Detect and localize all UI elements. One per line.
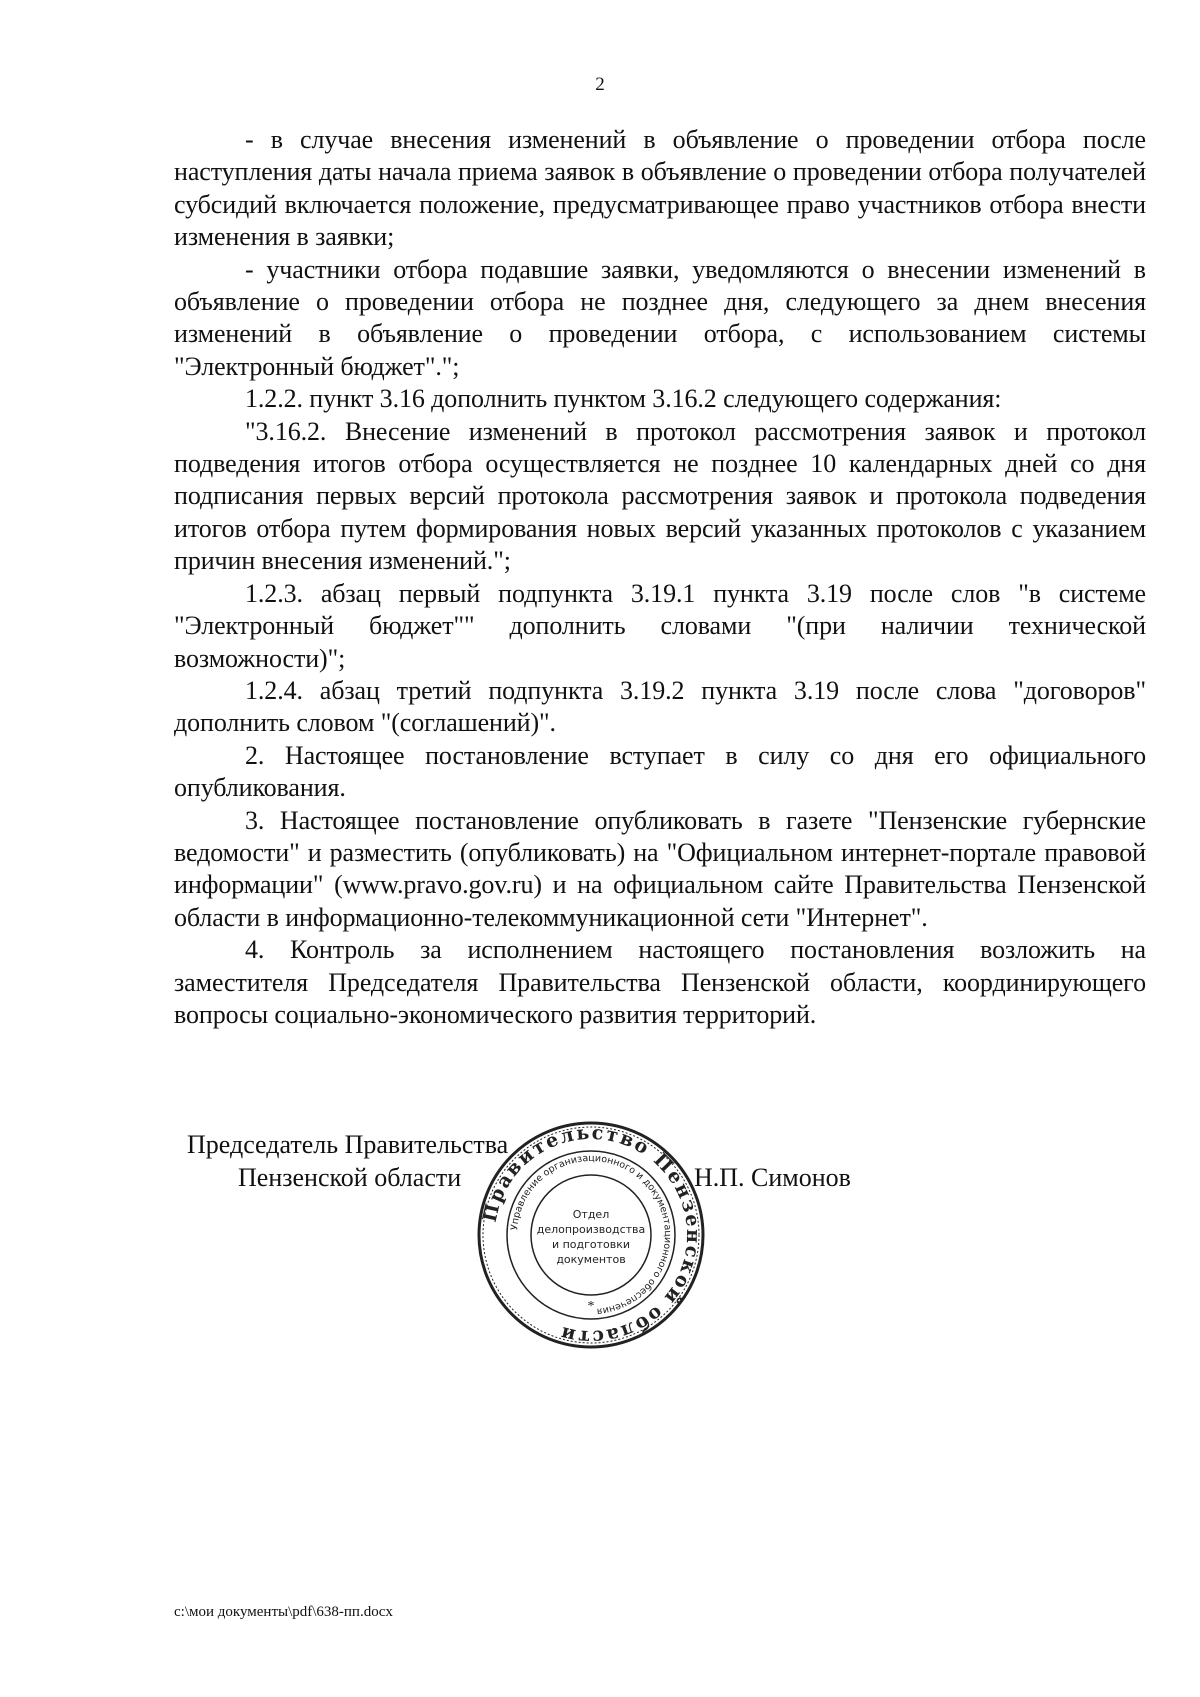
paragraph-6: 1.2.4. абзац третий подпункта 3.19.2 пункта 3.19 после слова "договоров" дополнить словом "(соглашений)". bbox=[174, 675, 1146, 738]
paragraph-1: - в случае внесения изменений в объявление о проведении отбора после наступления даты начала приема заявок в объявление о проведении отбора получателей субсидий включается положение, предусматривающее право участников отбора внести изменения в заявки; bbox=[174, 125, 1146, 252]
svg-text:*: * bbox=[587, 1299, 595, 1314]
official-seal bbox=[476, 1120, 706, 1350]
paragraph-7: 2. Настоящее постановление вступает в силу со дня его официального опубликования. bbox=[174, 740, 1146, 803]
paragraph-4: "3.16.2. Внесение изменений в протокол рассмотрения заявок и протокол подведения итогов отбора осуществляется не позднее 10 календарных дней со дня подписания первых версий протокола рассмотрения заявок и протокола подведения итогов отбора путем формирования новых версий указанных протоколов с указанием причин внесения изменений."; bbox=[174, 416, 1146, 576]
signatory-name: Н.П. Симонов bbox=[694, 1163, 851, 1192]
page-number: 2 bbox=[595, 74, 605, 95]
paragraph-5: 1.2.3. абзац первый подпункта 3.19.1 пункта 3.19 после слов "в системе "Электронный бюджет"" дополнить словами "(при наличии технической возможности)"; bbox=[174, 578, 1146, 673]
seal-center-line3: и подготовки bbox=[551, 1238, 631, 1251]
paragraph-3: 1.2.2. пункт 3.16 дополнить пунктом 3.16.2 следующего содержания: bbox=[245, 384, 1002, 414]
seal-outer-text: Правительство Пензенской области bbox=[478, 1121, 705, 1349]
seal-center-line2: делопроизводства bbox=[536, 1223, 646, 1236]
paragraph-2: - участники отбора подавшие заявки, уведомляются о внесении изменений в объявление о проведении отбора не позднее дня, следующего за днем внесения изменений в объявление о проведении отбора, с использованием системы "Электронный бюджет"."; bbox=[174, 254, 1146, 381]
document-body bbox=[174, 124, 1146, 1031]
signatory-title-line1: Председатель Правительства bbox=[187, 1130, 509, 1159]
file-path-footer: c:\мои документы\pdf\638-пп.docx bbox=[174, 1604, 393, 1620]
seal-center-line4: документов bbox=[556, 1253, 626, 1266]
paragraph-8: 3. Настоящее постановление опубликовать в газете "Пензенские губернские ведомости" и разместить (опубликовать) на "Официальном интернет-портале правовой информации" (www.pravo.gov.ru) и на официальном сайте Правительства Пензенской области в информационно-телекоммуникационной сети "Интернет". bbox=[174, 805, 1146, 932]
paragraph-9: 4. Контроль за исполнением настоящего постановления возложить на заместителя Председателя Правительства Пензенской области, координирующего вопросы социально-экономического развития территорий. bbox=[174, 935, 1146, 1029]
seal-center-line1: Отдел bbox=[572, 1208, 610, 1221]
signature-block bbox=[0, 1121, 1200, 1390]
signatory-title-line2: Пензенской области bbox=[238, 1163, 462, 1192]
seal-middle-text: Управление организационного и документационного обеспечения bbox=[509, 1152, 674, 1317]
